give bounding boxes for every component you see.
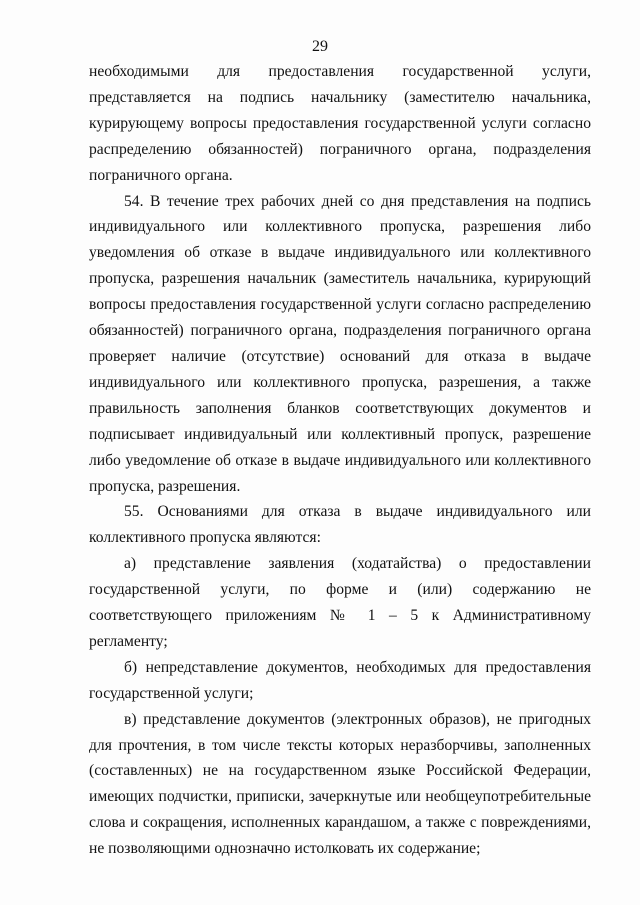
document-body (89, 59, 591, 862)
subitem-v: в) представление документов (электронных образов), не пригодных для прочтения, в том числе тексты которых неразборчивы, заполненных (составленных) не на государственном языке Российской Федерации, имеющих подчистки, приписки, зачеркнутые или необщеупотребительные слова и сокращения, исполненных карандашом, а также с повреждениями, не позволяющими однозначно истолковать их содержание; (89, 710, 591, 858)
paragraph-item-55: 55. Основаниями для отказа в выдаче индивидуального или коллективного пропуска являются: (89, 503, 591, 547)
subitem-b: б) непредставление документов, необходимых для предоставления государственной услуги; (89, 658, 591, 702)
paragraph-continuation: необходимыми для предоставления государственной услуги, представляется на подпись начальнику (заместителю начальника, курирующему вопросы предоставления государственной услуги согласно распределению обязанностей) пограничного органа, подразделения пограничного органа. (89, 63, 591, 184)
subitem-a: а) представление заявления (ходатайства) о предоставлении государственной услуги, по форме и (или) содержанию не соответствующего приложениям № 1 – 5 к Административному регламенту; (89, 555, 591, 650)
paragraph-item-54: 54. В течение трех рабочих дней со дня представления на подпись индивидуального или коллективного пропуска, разрешения либо уведомления об отказе в выдаче индивидуального или коллективного пропуска, разрешения начальник (заместитель начальника, курирующий вопросы предоставления государственной услуги согласно распределению обязанностей) пограничного органа, подразделения пограничного органа проверяет наличие (отсутствие) оснований для отказа в выдаче индивидуального или коллективного пропуска, разрешения, а также правильность заполнения бланков соответствующих документов и подписывает индивидуальный или коллективный пропуск, разрешение либо уведомление об отказе в выдаче индивидуального или коллективного пропуска, разрешения. (89, 192, 591, 495)
page-number: 29 (312, 38, 328, 55)
